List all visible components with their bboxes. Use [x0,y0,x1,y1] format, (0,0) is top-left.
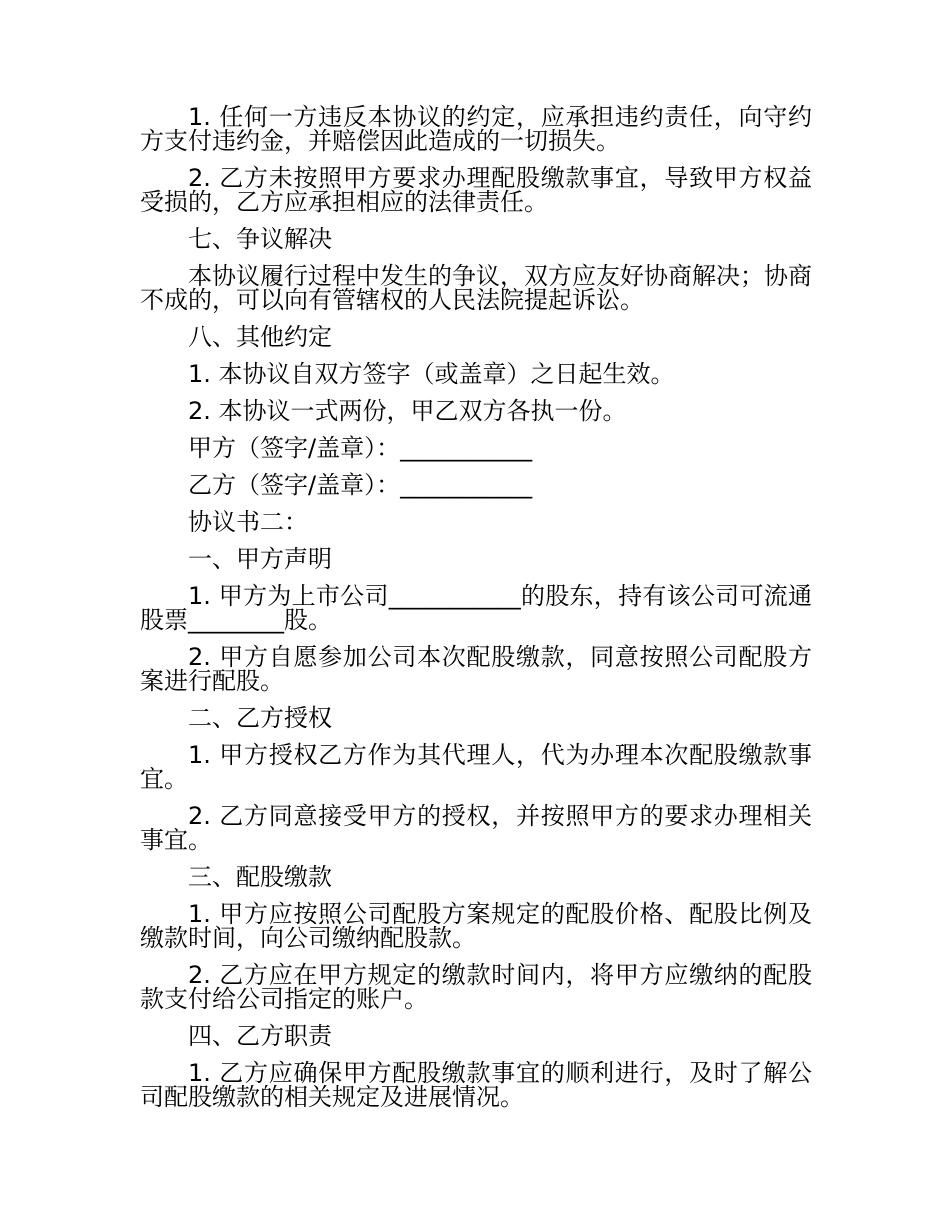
paragraph-party-a-voluntary: 2. 甲方自愿参加公司本次配股缴款，同意按照公司配股方案进行配股。 [140,643,812,695]
document-body [140,105,812,1122]
heading-party-a-declaration: 一、甲方声明 [188,545,332,573]
heading-share-payment: 三、配股缴款 [188,863,332,891]
paragraph-effective-date: 1. 本协议自双方签字（或盖章）之日起生效。 [188,360,675,388]
paragraph-payment-account: 2. 乙方应在甲方规定的缴款时间内，将甲方应缴纳的配股款支付给公司指定的账户。 [140,961,812,1013]
paragraph-accept-authorization: 2. 乙方同意接受甲方的授权，并按照甲方的要求办理相关事宜。 [140,802,812,854]
paragraph-copies: 2. 本协议一式两份，甲乙双方各执一份。 [188,397,627,425]
paragraph-dispute-resolution: 本协议履行过程中发生的争议，双方应友好协商解决；协商不成的，可以向有管辖权的人民法院提起诉讼。 [140,262,812,314]
paragraph-party-b-liability: 2. 乙方未按照甲方要求办理配股缴款事宜，导致甲方权益受损的，乙方应承担相应的法律责任。 [140,164,812,216]
heading-party-b-authorization: 二、乙方授权 [188,704,332,732]
heading-other-terms: 八、其他约定 [188,323,332,351]
heading-party-b-duties: 四、乙方职责 [188,1022,332,1050]
heading-dispute-resolution: 七、争议解决 [188,225,332,253]
paragraph-party-b-duties: 1. 乙方应确保甲方配股缴款事宜的顺利进行，及时了解公司配股缴款的相关规定及进展情况。 [140,1059,812,1111]
paragraph-authorization: 1. 甲方授权乙方作为其代理人，代为办理本次配股缴款事宜。 [140,741,812,793]
signature-line-party-a: 甲方（签字/盖章）：___________ [188,434,533,462]
paragraph-payment-terms: 1. 甲方应按照公司配股方案规定的配股价格、配股比例及缴款时间，向公司缴纳配股款。 [140,900,812,952]
paragraph-breach-liability: 1. 任何一方违反本协议的约定，应承担违约责任，向守约方支付违约金，并赔偿因此造成的一切损失。 [140,103,812,155]
signature-line-party-b: 乙方（签字/盖章）：___________ [188,471,533,499]
paragraph-party-a-shareholder: 1. 甲方为上市公司___________的股东，持有该公司可流通股票________股。 [140,582,812,634]
heading-agreement-two: 协议书二： [188,508,308,536]
